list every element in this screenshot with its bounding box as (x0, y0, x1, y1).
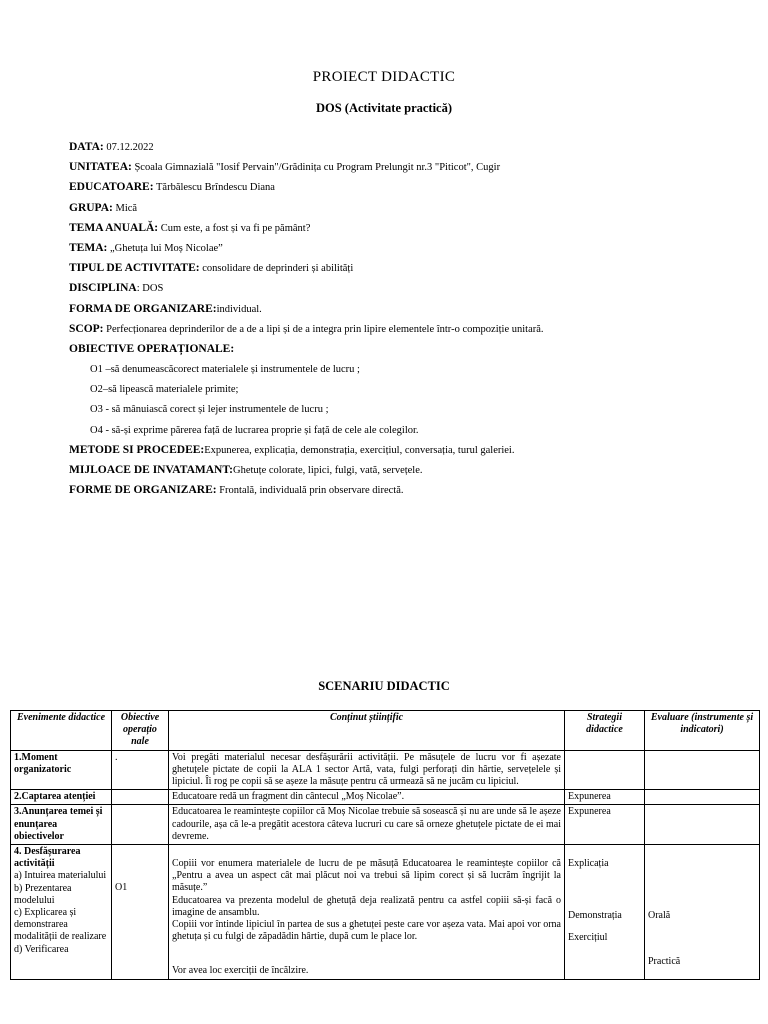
field-line (69, 218, 749, 238)
cell-objective (112, 750, 169, 790)
field-value: : DOS (136, 283, 164, 295)
strategy-item: Expunerea (568, 806, 611, 818)
cell-event (11, 790, 112, 805)
spacer (648, 846, 756, 910)
cell-evaluation (645, 805, 760, 845)
project-fields (69, 137, 749, 500)
field-label: DATA: (69, 141, 104, 153)
objective-text: O2–să lipească materialele primite; (90, 384, 239, 396)
header-strategies: Strategii didactice (565, 711, 645, 751)
header-content: Conținut științific (169, 711, 565, 751)
cell-event (11, 845, 112, 980)
evaluation-item: Orală (648, 910, 671, 922)
content-paragraph: Educatoare redă un fragment din cântecul „Moș Nicolae”. (172, 791, 405, 803)
cell-event (11, 805, 112, 845)
cell-objective (112, 805, 169, 845)
event-substep: c) Explicarea și demonstrarea modalității de realizare (14, 907, 107, 943)
field-label: TEMA ANUALĂ: (69, 221, 159, 234)
cell-objective (112, 845, 169, 980)
strategy-item: Exercițiul (568, 932, 608, 944)
cell-content (169, 845, 565, 980)
field-value: Ghetuțe colorate, lipici, fulgi, vată, servețele. (233, 465, 423, 476)
strategy-item: Expunerea (568, 791, 611, 803)
field-line (69, 137, 749, 157)
cell-evaluation (645, 790, 760, 805)
field-line (69, 299, 749, 319)
spacer (568, 870, 641, 910)
field-value: consolidare de deprinderi și abilități (199, 263, 354, 275)
objective-text: O1 –să denumeascăcorect materialele și instrumentele de lucru ; (90, 364, 360, 376)
strategy-item: Demonstrația (568, 910, 622, 922)
scenario-title: SCENARIU DIDACTIC (318, 679, 450, 693)
objective-code: O1 (115, 882, 128, 894)
field-label: FORMA DE ORGANIZARE: (69, 302, 217, 315)
field-label: MIJLOACE DE INVATAMANT: (69, 464, 233, 476)
cell-event (11, 750, 112, 790)
field-label: UNITATEA: (69, 161, 132, 174)
event-substep: b) Prezentarea modelului (14, 882, 72, 906)
field-line (69, 339, 749, 359)
field-value: Expunerea, explicația, demonstrația, exercițiul, conversația, turul galeriei. (204, 444, 515, 456)
field-label: SCOP: (69, 322, 104, 335)
field-line (69, 319, 749, 339)
cell-strategy (565, 805, 645, 845)
cell-content (169, 750, 565, 790)
header-objectives: Obiective operațio nale (112, 711, 169, 751)
cell-strategy (565, 750, 645, 790)
field-label: FORME DE ORGANIZARE: (69, 484, 217, 497)
objective-code: . (115, 751, 118, 763)
event-substep: a) Intuirea materialului (14, 870, 107, 882)
content-paragraph: Copiii vor întinde lipiciul în partea de sus a ghetuței peste care vor așeza vata. Mai apoi vor orna ghetuța și cu fulgi de zăpadădin hârtie, după cum le place lor. (172, 919, 561, 943)
field-line (69, 480, 749, 500)
table-body (11, 750, 760, 979)
document-title: PROIECT DIDACTIC (312, 69, 456, 85)
field-value: 07.12.2022 (103, 142, 154, 153)
objective-item (69, 399, 749, 419)
objective-item (69, 379, 749, 399)
event-name: 3.Anunțarea temei și enunțarea obiectivelor (14, 806, 103, 842)
content-paragraph: Educatoarea le reamintește copiilor că Moș Nicolae trebuie să sosească și nu are unde să le așeze cadourile, așa că le-a pregătit acestora câteva lucruri cu care să orneze ghetuțele pictate de ei mai devreme. (172, 806, 561, 842)
field-line (69, 440, 749, 460)
cell-objective (112, 790, 169, 805)
field-label: METODE SI PROCEDEE: (69, 443, 205, 456)
field-line (69, 177, 749, 197)
objectives-list (69, 359, 749, 440)
spacer (172, 846, 561, 858)
field-value: Cum este, a fost și va fi pe pământ? (158, 222, 311, 234)
field-value: „Ghetuța lui Moș Nicolae” (107, 242, 223, 254)
table-row (11, 750, 760, 790)
cell-strategy (565, 845, 645, 980)
field-line (69, 460, 749, 480)
field-list (69, 137, 749, 359)
field-label: GRUPA: (69, 201, 113, 214)
content-paragraph: Vor avea loc exerciții de încălzire. (172, 965, 309, 977)
field-value: Tărbălescu Brîndescu Diana (153, 182, 275, 194)
document-subtitle: DOS (Activitate practică) (315, 101, 453, 115)
table-header-row (11, 711, 760, 751)
spacer (568, 922, 641, 932)
field-line (69, 278, 749, 298)
objective-text: O4 - să-și exprime părerea față de lucrarea proprie și față de cele ale colegilor. (90, 424, 419, 436)
event-name: 1.Moment organizatoric (14, 751, 72, 775)
table-row (11, 805, 760, 845)
event-name: 2.Captarea atenției (14, 791, 96, 803)
event-substep: d) Verificarea (14, 943, 69, 955)
field-label: TIPUL DE ACTIVITATE: (69, 262, 200, 275)
field-line (69, 258, 749, 278)
evaluation-item: Practică (648, 956, 681, 968)
spacer (115, 846, 165, 882)
cell-evaluation (645, 845, 760, 980)
field-label: DISCIPLINA (69, 282, 137, 295)
field-value: Școala Gimnazială "Iosif Pervain"/Grădinița cu Program Prelungit nr.3 "Piticot", Cugir (131, 162, 501, 174)
objective-item (69, 359, 749, 379)
cell-evaluation (645, 750, 760, 790)
cell-content (169, 805, 565, 845)
cell-strategy (565, 790, 645, 805)
field-list-after (69, 440, 749, 501)
spacer (648, 922, 756, 956)
field-label: EDUCATOARE: (69, 181, 154, 194)
strategy-item: Explicația (568, 858, 609, 870)
objective-item (69, 420, 749, 440)
event-name: 4. Desfășurarea activității (14, 846, 81, 870)
header-events: Evenimente didactice (11, 711, 112, 751)
field-value: Mică (112, 202, 138, 214)
content-paragraph: Educatoarea va prezenta modelul de ghetuță deja realizată pentru ca astfel copiii să-și facă o imagine de ansamblu. (172, 894, 561, 918)
spacer (172, 943, 561, 965)
table-row (11, 790, 760, 805)
cell-content (169, 790, 565, 805)
objective-text: O3 - să mânuiască corect și lejer instrumentele de lucru ; (90, 404, 329, 416)
field-value: Frontală, individuală prin observare directă. (216, 485, 404, 497)
content-paragraph: Copiii vor enumera materialele de lucru de pe măsuță Educatoarea le reamintește copiilor că „Pentru a avea un aspect cât mai plăcut noi va trebui să lipim corect și să lucrăm îngrijit la măsuțe.” (172, 858, 561, 894)
spacer (568, 846, 641, 858)
table-row (11, 845, 760, 980)
field-value: individual. (216, 303, 262, 315)
field-label: OBIECTIVE OPERAȚIONALE: (69, 342, 235, 355)
header-evaluation: Evaluare (instrumente și indicatori) (645, 711, 760, 751)
field-line (69, 157, 749, 177)
content-paragraph: Voi pregăti materialul necesar desfășurării activității. Pe măsuțele de lucru vor fi așezate ghetuțele pictate de copii la ALA 1 sector Artă, vata, fulgi perforați din hârtie, servețelele și lipiciul. Îi rog pe copii să se așeze la măsuțe pentru că urmează să ne jucăm cu lipiciul. (172, 751, 561, 788)
field-label: TEMA: (69, 241, 108, 254)
field-value: Perfecționarea deprinderilor de a de a lipi și de a integra prin lipire elementele într-o compoziție unitară. (103, 323, 544, 335)
field-line (69, 238, 749, 258)
field-line (69, 198, 749, 218)
scenario-table (10, 710, 760, 980)
